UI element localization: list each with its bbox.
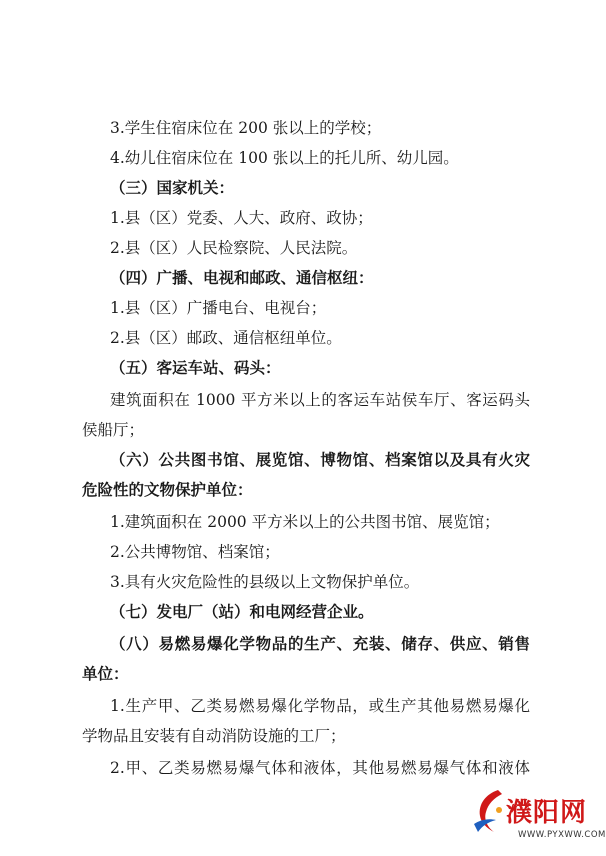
text-line: 2.县（区）邮政、通信枢纽单位。: [110, 329, 342, 347]
text-line: 3.学生住宿床位在 200 张以上的学校；: [110, 119, 382, 137]
section-heading: （七）发电厂（站）和电网经营企业。: [110, 602, 374, 621]
text-line: 2.县（区）人民检察院、人民法院。: [110, 239, 358, 257]
text-line: 3.具有火灾危险性的县级以上文物保护单位。: [110, 573, 420, 591]
section-heading: 危险性的文物保护单位：: [82, 480, 253, 499]
text-line: 建筑面积在 1000 平方米以上的客运车站侯车厅、客运码头: [110, 391, 530, 409]
text-line: 2.公共博物馆、档案馆；: [110, 543, 280, 561]
section-heading: （四）广播、电视和邮政、通信枢纽：: [110, 268, 374, 287]
text-line: 学物品且安装有自动消防设施的工厂；: [82, 727, 346, 745]
text-line: 2.甲、乙类易燃易爆气体和液体，其他易燃易爆气体和液体: [110, 759, 530, 777]
text-line: 1.生产甲、乙类易燃易爆化学物品，或生产其他易燃易爆化: [110, 697, 530, 715]
logo-mark-icon: [468, 788, 508, 834]
text-line: 1.县（区）广播电台、电视台；: [110, 299, 327, 317]
site-logo: [468, 786, 606, 850]
section-heading: （六）公共图书馆、展览馆、博物馆、档案馆以及具有火灾: [110, 450, 530, 469]
text-line: 4.幼儿住宿床位在 100 张以上的托儿所、幼儿园。: [110, 149, 459, 167]
section-heading: （五）客运车站、码头：: [110, 358, 281, 377]
section-heading: （八）易燃易爆化学物品的生产、充装、储存、供应、销售: [110, 634, 530, 653]
text-line: 1.建筑面积在 2000 平方米以上的公共图书馆、展览馆；: [110, 513, 500, 531]
logo-url: WWW.PYXWW.COM: [518, 830, 606, 840]
text-line: 1.县（区）党委、人大、政府、政协；: [110, 209, 373, 227]
logo-title: 濮阳网: [506, 798, 588, 828]
section-heading: 单位：: [82, 664, 129, 683]
section-heading: （三）国家机关：: [110, 178, 235, 197]
text-line: 侯船厅；: [82, 421, 145, 439]
